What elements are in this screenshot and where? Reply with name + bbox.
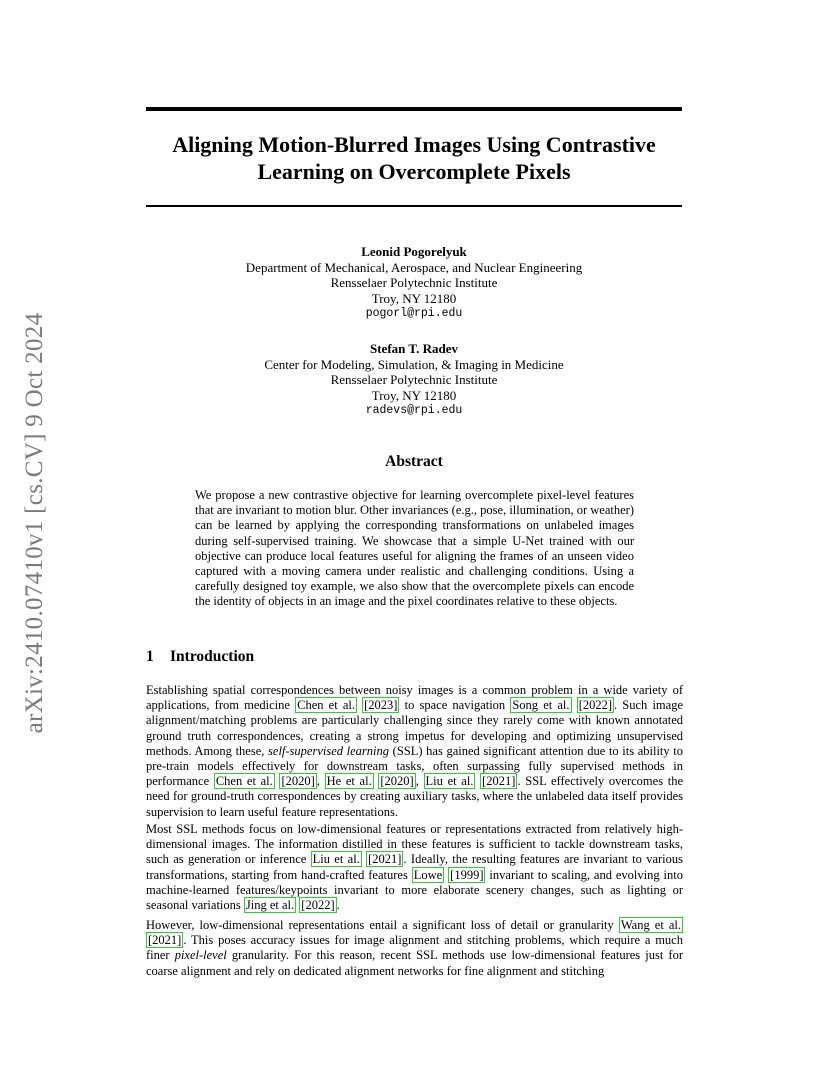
author-block-2	[146, 341, 682, 419]
text-run: . SSL effectively overcomes the need for ground-truth correspondences by creating auxiliary tasks, where the unlabeled data itself provides supervision to learn useful feature representations.	[146, 774, 684, 819]
author-institute: Rensselaer Polytechnic Institute	[330, 372, 498, 387]
citation-year-link[interactable]: [1999]	[450, 867, 484, 882]
emphasis-text: self-supervised learning	[268, 743, 390, 758]
citation-link[interactable]: Chen et al.	[215, 774, 273, 789]
text-run: . This poses accuracy issues for image alignment and stitching problems, which require a much finer	[146, 933, 683, 963]
citation-year-link[interactable]: [2021]	[368, 852, 402, 867]
citation-link[interactable]: Liu et al.	[425, 774, 474, 789]
section-heading	[146, 648, 254, 666]
citation-year-link[interactable]: [2022]	[578, 698, 613, 713]
author-department: Center for Modeling, Simulation, & Imaging in Medicine	[264, 356, 564, 372]
text-run: to space navigation	[399, 698, 511, 713]
text-run: (SSL) has gained significant attention due to its ability to pre-train models effectively for downstream tasks, often surpassing fully supervised methods in performance	[146, 743, 684, 789]
text-run: Establishing spatial correspondences between noisy images is a common problem in a wide variety of applications, from medicine	[146, 683, 683, 713]
intro-paragraph-3	[146, 918, 683, 979]
author-location: Troy, NY 12180	[371, 387, 457, 403]
separator: ,	[316, 774, 325, 789]
text-run: . Such image alignment/matching problems are particularly challenging since they rarely come with known annotated ground truth correspondences, creating a strong impetus for developing and optimizing unsupervised methods. Among these,	[146, 698, 683, 758]
intro-paragraph-1	[146, 683, 683, 820]
citation-link[interactable]: Chen et al.	[297, 698, 355, 713]
paper-title-line-1: Aligning Motion-Blurred Images Using Contrastive	[172, 132, 656, 157]
text-run: granularity. For this reason, recent SSL methods use low-dimensional features just for coarse alignment and rely on dedicated alignment networks for fine alignment and stitching	[146, 948, 683, 978]
citation-year-link[interactable]: [2021]	[482, 774, 516, 789]
author-location: Troy, NY 12180	[371, 290, 457, 306]
citation-link[interactable]: He et al.	[326, 774, 372, 789]
author-department: Department of Mechanical, Aerospace, and Nuclear Engineering	[245, 259, 583, 275]
citation-link[interactable]: Jing et al.	[245, 898, 295, 913]
author-email[interactable]: radevs@rpi.edu	[365, 404, 463, 417]
citation-year-link[interactable]: [2020]	[281, 774, 315, 789]
author-email[interactable]: pogorl@rpi.edu	[365, 307, 463, 320]
abstract-text: We propose a new contrastive objective for learning overcomplete pixel-level features that are invariant to motion blur. Other invariances (e.g., pose, illumination, or weather) can be learned by applying the corresponding transformations on unlabeled images during self-supervised training. We showcase that a simple U-Net trained with our objective can produce local features useful for aligning the frames of an unseen video captured with a moving camera under realistic and challenging conditions. Using a carefully designed toy example, we also show that the overcomplete pixels can encode the identity of objects in an image and the pixel coordinates relative to these objects.	[195, 488, 634, 609]
author-institute: Rensselaer Polytechnic Institute	[330, 275, 498, 290]
author-block-1	[146, 244, 682, 322]
text-run: .	[336, 898, 340, 913]
citation-link[interactable]: Liu et al.	[312, 852, 360, 867]
arxiv-id: arXiv:2410.07410v1 [cs.CV] 9 Oct 2024	[21, 312, 48, 734]
paper-title-line-2: Learning on Overcomplete Pixels	[257, 159, 571, 184]
arxiv-sidebar-stamp	[20, 293, 50, 753]
abstract-heading: Abstract	[385, 453, 443, 470]
citation-year-link[interactable]: [2022]	[301, 898, 335, 913]
text-run: . Ideally, the resulting features are invariant to various transformations, starting from hand-crafted features	[146, 852, 684, 882]
text-run: invariant to scaling, and evolving into machine-learned features/keypoints invariant to more elaborate scenery changes, such as lighting or seasonal variations	[146, 867, 683, 913]
citation-link[interactable]: Lowe	[413, 867, 443, 882]
author-name: Leonid Pogorelyuk	[361, 244, 467, 259]
text-run: However, low-dimensional representations entail a significant loss of detail or granularity	[146, 918, 619, 932]
separator: ,	[415, 774, 424, 789]
citation-year-link[interactable]: [2021]	[148, 933, 182, 948]
title-rule-top	[146, 107, 682, 111]
citation-link[interactable]: Wang et al.	[620, 918, 682, 932]
intro-paragraph-2	[146, 822, 683, 913]
citation-year-link[interactable]: [2020]	[380, 774, 414, 789]
section-title: Introduction	[170, 648, 255, 665]
section-number: 1	[146, 648, 154, 665]
title-rule-bottom	[146, 205, 682, 207]
citation-link[interactable]: Song et al.	[512, 698, 570, 713]
text-run: Most SSL methods focus on low-dimensional features or representations extracted from relatively high-dimensional images. The information distilled in these features is sufficient to tackle downstream tasks, such as generation or inference	[146, 822, 683, 867]
citation-year-link[interactable]: [2023]	[364, 698, 398, 713]
emphasis-text: pixel-level	[174, 948, 227, 963]
paper-title	[146, 131, 682, 185]
author-name: Stefan T. Radev	[370, 341, 458, 356]
